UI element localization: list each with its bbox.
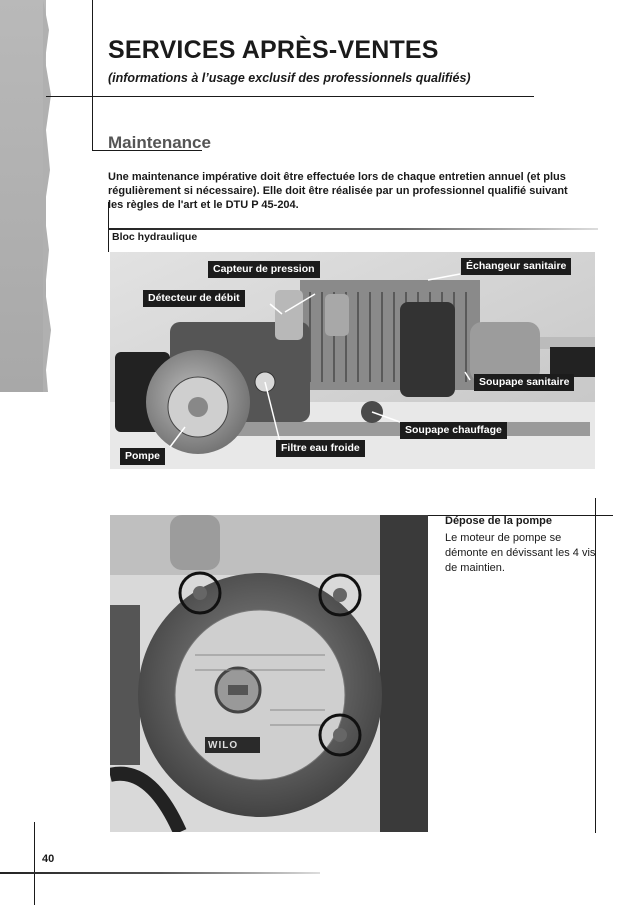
figure1-caption: Bloc hydraulique xyxy=(112,231,198,243)
label-soupape-sanitaire: Soupape sanitaire xyxy=(474,374,574,391)
section-title: Maintenance xyxy=(108,133,211,152)
pump-removal-text: Le moteur de pompe se démonte en dévissant les 4 vis de maintien. xyxy=(445,532,596,574)
label-capteur-pression: Capteur de pression xyxy=(208,261,320,278)
figure1-top-rule xyxy=(108,228,598,230)
intro-paragraph: Une maintenance impérative doit être effectuée lors de chaque entretien annuel (et plus régulièrement si nécessaire). Elle doit être réalisée par un professionnel qualifié suivant les règles de l'art et le DTU P 45-204. xyxy=(108,171,568,211)
header-horizontal-rule xyxy=(46,96,534,97)
pump-brand-logo: WILO xyxy=(208,740,239,751)
side-band xyxy=(0,0,46,392)
label-filtre-eau-froide: Filtre eau froide xyxy=(276,440,365,457)
pump-removal-photo xyxy=(110,515,428,832)
page-number: 40 xyxy=(42,853,55,865)
hydraulic-block-photo xyxy=(110,252,595,469)
label-detecteur-debit: Détecteur de débit xyxy=(143,290,245,307)
footer-vertical-rule xyxy=(34,822,35,905)
page-subtitle: (informations à l’usage exclusif des professionnels qualifiés) xyxy=(108,71,471,85)
pump-removal-title: Dépose de la pompe xyxy=(445,515,552,527)
header-vertical-rule xyxy=(92,0,93,150)
label-echangeur-sanitaire: Échangeur sanitaire xyxy=(461,258,571,275)
torn-edge-decoration xyxy=(43,0,53,392)
footer-rule xyxy=(0,872,320,874)
label-pompe: Pompe xyxy=(120,448,165,465)
pump-motor-illustration xyxy=(110,515,428,832)
page-title: SERVICES APRÈS-VENTES xyxy=(108,36,439,64)
hydraulic-block-illustration xyxy=(110,252,595,469)
label-soupape-chauffage: Soupape chauffage xyxy=(400,422,507,439)
